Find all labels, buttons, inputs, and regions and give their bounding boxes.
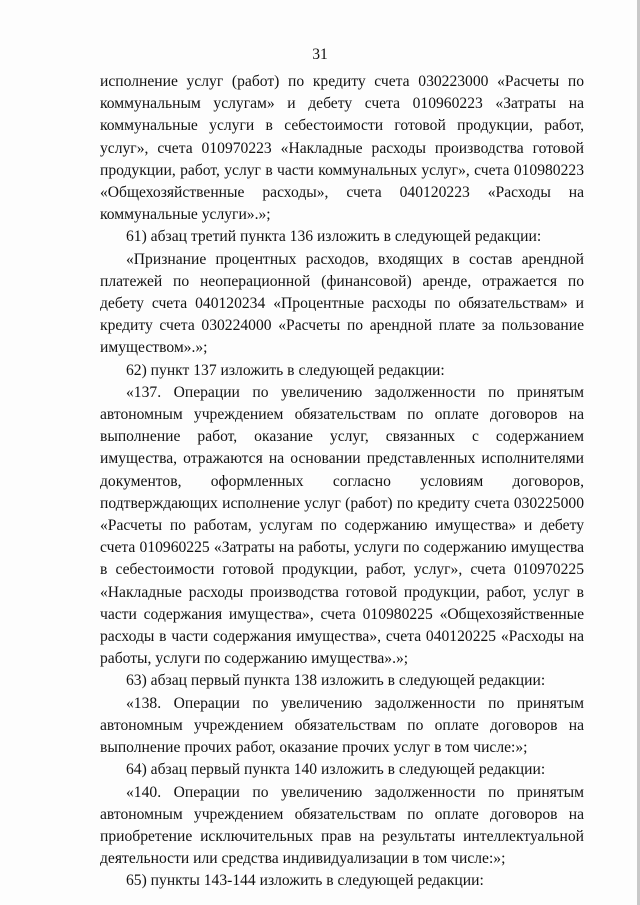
paragraph-item-64: 64) абзац первый пункта 140 изложить в следующей редакции: bbox=[126, 761, 546, 779]
paragraph-item-61: 61) абзац третий пункта 136 изложить в следующей редакции: bbox=[126, 228, 542, 246]
paragraph-item-65: 65) пункты 143-144 изложить в следующей редакции: bbox=[126, 872, 484, 890]
paragraph-quote-137: «137. Операции по увеличению задолженности по принятым автономным учреждением обязательствам по оплате договоров на выполнение работ, оказание услуг, связанных с содержанием имущества, отражаются на основании представленных исполнителями документов, оформленных согласно условиям договоров, подтверждающих исполнение услуг (работ) по кредиту счета 030225000 «Расчеты по работам, услугам по содержанию имущества» и дебету счета 010960225 «Затраты на работы, услуги по содержанию имущества в себестоимости готовой продукции, работ, услуг», счета 010970225 «Накладные расходы производства готовой продукции, работ, услуг в части содержания имущества», счета 010980225 «Общехозяйственные расходы в части содержания имущества», счета 040120225 «Расходы на работы, услуги по содержанию имущества».»; bbox=[100, 383, 584, 668]
paragraph-continuation: исполнение услуг (работ) по кредиту счета 030223000 «Расчеты по коммунальным услугам» и дебету счета 010960223 «Затраты на коммунальные услуги в себестоимости готовой продукции, работ, услуг», счета 010970223 «Накладные расходы производства готовой продукции, работ, услуг в части коммунальных услуг», счета 010980223 «Общехозяйственные расходы», счета 040120223 «Расходы на коммунальные услуги».»; bbox=[100, 73, 584, 224]
paragraph-item-62: 62) пункт 137 изложить в следующей редакции: bbox=[126, 361, 445, 379]
paragraph-quote-138: «138. Операции по увеличению задолженности по принятым автономным учреждением обязательствам по оплате договоров на выполнение прочих работ, оказание прочих услуг в том числе:»; bbox=[100, 694, 584, 757]
page-number: 31 bbox=[312, 46, 328, 63]
paragraph-item-63: 63) абзац первый пункта 138 изложить в следующей редакции: bbox=[126, 672, 546, 690]
document-body bbox=[100, 71, 584, 893]
paragraph-quote-140: «140. Операции по увеличению задолженности по принятым автономным учреждением обязательствам по оплате договоров на приобретение исключительных прав на результаты интеллектуальной деятельности или средства индивидуализации в том числе:»; bbox=[100, 783, 584, 868]
paragraph-quote-136: «Признание процентных расходов, входящих в состав арендной платежей по неоперационной (финансовой) аренде, отражается по дебету счета 040120234 «Процентные расходы по обязательствам» и кредиту счета 030224000 «Расчеты по арендной плате за пользование имуществом».»; bbox=[100, 250, 584, 357]
